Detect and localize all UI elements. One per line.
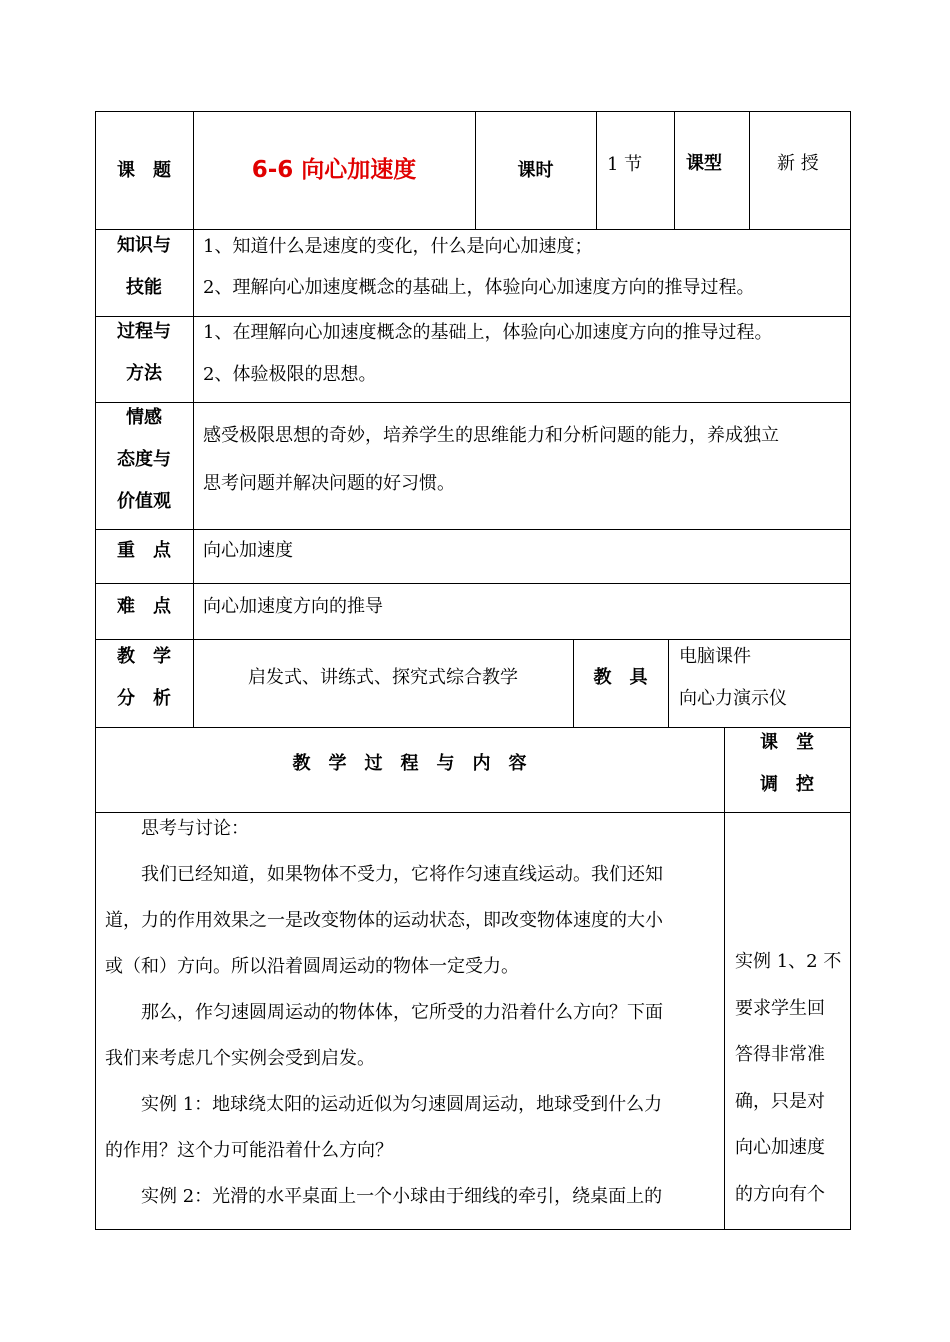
header-divider <box>749 111 750 229</box>
knowledge-label-line2: 技能 <box>126 277 162 298</box>
content-paragraph: 或（和）方向。所以沿着圆周运动的物体一定受力。 <box>105 956 519 977</box>
analysis-divider <box>668 639 669 727</box>
tools-line-1: 电脑课件 <box>679 646 751 667</box>
analysis-label-line1: 教 学 <box>117 646 171 667</box>
key-point-text: 向心加速度 <box>203 540 293 561</box>
process-line-2: 2、体验极限的思想。 <box>203 364 377 385</box>
row-divider <box>95 583 851 584</box>
type-value: 新 授 <box>777 153 819 174</box>
topic-title: 6-6 向心加速度 <box>251 157 417 183</box>
tools-line-2: 向心力演示仪 <box>679 688 787 709</box>
control-label-line1: 课 堂 <box>760 732 814 753</box>
difficulty-label: 难 点 <box>117 596 171 617</box>
control-note <box>735 939 847 1218</box>
control-note-line: 答得非常准 <box>735 1044 825 1065</box>
control-note-line: 向心加速度 <box>735 1137 825 1158</box>
type-label: 课型 <box>686 153 722 174</box>
emotion-label-line3: 价值观 <box>117 491 171 512</box>
control-note-line: 确，只是对 <box>735 1090 825 1112</box>
process-line-1: 1、在理解向心加速度概念的基础上，体验向心加速度方向的推导过程。 <box>203 322 773 343</box>
row-divider <box>95 402 851 403</box>
control-label-line2: 调 控 <box>760 774 814 795</box>
row-divider <box>95 529 851 530</box>
analysis-text: 启发式、讲练式、探究式综合教学 <box>248 667 518 688</box>
header-divider <box>674 111 675 229</box>
table-bottom-border <box>95 1229 851 1230</box>
table-right-border <box>850 111 851 1229</box>
emotion-line-2: 思考问题并解决问题的好习惯。 <box>203 473 455 494</box>
content-paragraph: 我们来考虑几个实例会受到启发。 <box>105 1048 375 1069</box>
label-column-divider <box>193 111 194 727</box>
control-note-line: 的方向有个 <box>735 1183 825 1205</box>
key-point-label: 重 点 <box>117 540 171 561</box>
process-label-line1: 过程与 <box>117 321 171 342</box>
knowledge-line-2: 2、理解向心加速度概念的基础上，体验向心加速度方向的推导过程。 <box>203 277 755 298</box>
tools-label: 教 具 <box>593 667 648 688</box>
content-paragraph: 思考与讨论： <box>105 818 249 839</box>
control-note-line: 实例 1、2 不 <box>735 951 842 972</box>
row-divider <box>95 229 851 230</box>
content-paragraph: 实例 2：光滑的水平桌面上一个小球由于细线的牵引，绕桌面上的 <box>105 1186 663 1207</box>
hours-value: 1 节 <box>607 154 643 175</box>
row-divider <box>95 316 851 317</box>
difficulty-text: 向心加速度方向的推导 <box>203 596 383 617</box>
control-note-line: 要求学生回 <box>735 997 825 1019</box>
content-paragraph: 我们已经知道，如果物体不受力，它将作匀速直线运动。我们还知 <box>105 864 663 885</box>
process-heading: 教 学 过 程 与 内 容 <box>292 753 527 774</box>
content-body <box>105 806 717 1220</box>
row-divider <box>95 639 851 640</box>
content-paragraph: 的作用？这个力可能沿着什么方向？ <box>105 1140 393 1161</box>
knowledge-line-1: 1、知道什么是速度的变化，什么是向心加速度； <box>203 236 593 257</box>
row-divider <box>95 727 851 728</box>
knowledge-label-line1: 知识与 <box>117 235 171 256</box>
emotion-label-line2: 态度与 <box>117 449 171 470</box>
control-column-divider <box>724 727 725 1229</box>
emotion-label-line1: 情感 <box>126 407 162 428</box>
content-paragraph: 实例 1：地球绕太阳的运动近似为匀速圆周运动，地球受到什么力 <box>105 1094 663 1115</box>
emotion-line-1: 感受极限思想的奇妙，培养学生的思维能力和分析问题的能力，养成独立 <box>203 425 779 446</box>
process-label-line2: 方法 <box>126 363 162 384</box>
table-top-border <box>95 111 851 112</box>
header-divider <box>596 111 597 229</box>
content-paragraph: 道，力的作用效果之一是改变物体的运动状态，即改变物体速度的大小 <box>105 910 663 931</box>
topic-label: 课 题 <box>117 160 171 181</box>
analysis-label-line2: 分 析 <box>117 688 171 709</box>
content-paragraph: 那么，作匀速圆周运动的物体体，它所受的力沿着什么方向？下面 <box>105 1002 663 1023</box>
hours-label: 课时 <box>517 160 554 181</box>
